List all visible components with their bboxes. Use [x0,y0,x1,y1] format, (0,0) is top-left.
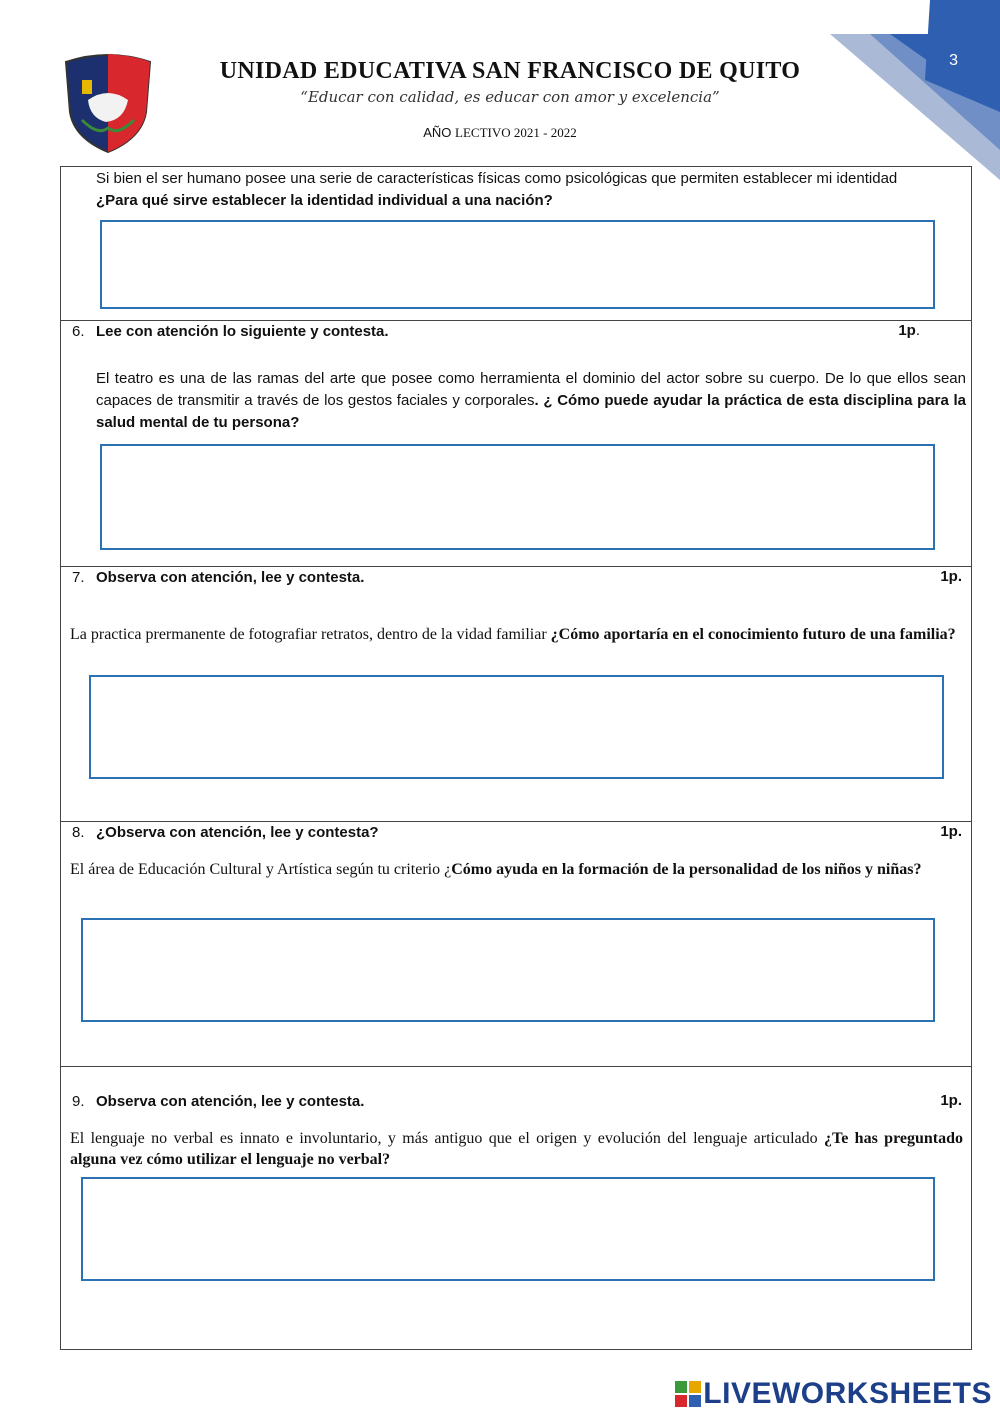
question-9-points: 1p. [940,1092,962,1109]
school-crest-logo [58,50,158,154]
school-motto: “Educar con calidad, es educar con amor y excelencia” [300,88,720,106]
question-6-title: Lee con atención lo siguiente y contesta. [96,323,389,340]
question-8-number: 8. [72,824,85,841]
section-divider [60,1066,972,1067]
question-6-number: 6. [72,323,85,340]
school-year [150,125,850,141]
question-6-text [96,368,966,434]
liveworksheets-brand [675,1377,992,1411]
question-7-points: 1p. [940,568,962,585]
question-9-text [70,1128,963,1170]
year-value: LECTIVO 2021 - 2022 [455,125,577,140]
intro-question: ¿Para qué sirve establecer la identidad individual a una nación? [96,192,553,209]
question-8-question: Cómo ayuda en la formación de la personalidad de los niños y niñas? [451,861,922,878]
question-7-text [70,624,963,645]
question-6-points: 1p. [898,322,920,339]
question-7-header [72,568,364,588]
question-9-statement: El lenguaje no verbal es innato e involuntario, y más antiguo que el origen y evolución del lenguaje articulado [70,1130,825,1147]
section-divider [60,566,972,567]
question-9-title: Observa con atención, lee y contesta. [96,1093,365,1110]
question-7-question: ¿Cómo aportaría en el conocimiento futuro de una familia? [550,626,956,643]
year-label: AÑO [423,125,452,140]
question-8-title: ¿Observa con atención, lee y contesta? [96,824,379,841]
answer-box-intro[interactable] [100,220,935,309]
answer-box-9[interactable] [81,1177,935,1281]
question-7-statement: La practica prermanente de fotografiar retratos, dentro de la vidad familiar [70,626,551,643]
intro-text [96,168,966,212]
answer-box-6[interactable] [100,444,935,550]
question-7-title: Observa con atención, lee y contesta. [96,569,365,586]
question-6-header [72,322,389,342]
question-7-number: 7. [72,569,85,586]
brand-text: LIVEWORKSHEETS [703,1377,992,1410]
question-9-number: 9. [72,1093,85,1110]
question-8-header [72,823,379,843]
section-divider [60,320,972,321]
answer-box-8[interactable] [81,918,935,1022]
intro-statement: Si bien el ser humano posee una serie de características físicas como psicológicas que permiten establecer mi identidad [96,170,898,187]
school-name: UNIDAD EDUCATIVA SAN FRANCISCO DE QUITO [219,58,801,84]
liveworksheets-icon [675,1381,701,1407]
question-8-statement: El área de Educación Cultural y Artística según tu criterio ¿ [70,861,452,878]
question-9-question: ¿Te has preguntado alguna vez cómo utilizar el lenguaje no verbal? [70,1130,964,1168]
question-6-statement: El teatro es una de las ramas del arte que posee como herramienta el dominio del actor sobre su cuerpo. De lo que ellos sean capaces de transmitir a través de los gestos faciales y corporales [96,370,966,409]
section-divider [60,821,972,822]
question-8-text [70,859,963,880]
question-8-points: 1p. [940,823,962,840]
page-number: 3 [949,52,958,69]
question-6-question: . ¿ Cómo puede ayudar la práctica de esta disciplina para la salud mental de tu persona? [96,392,966,431]
question-9-header [72,1092,364,1112]
answer-box-7[interactable] [89,675,944,779]
